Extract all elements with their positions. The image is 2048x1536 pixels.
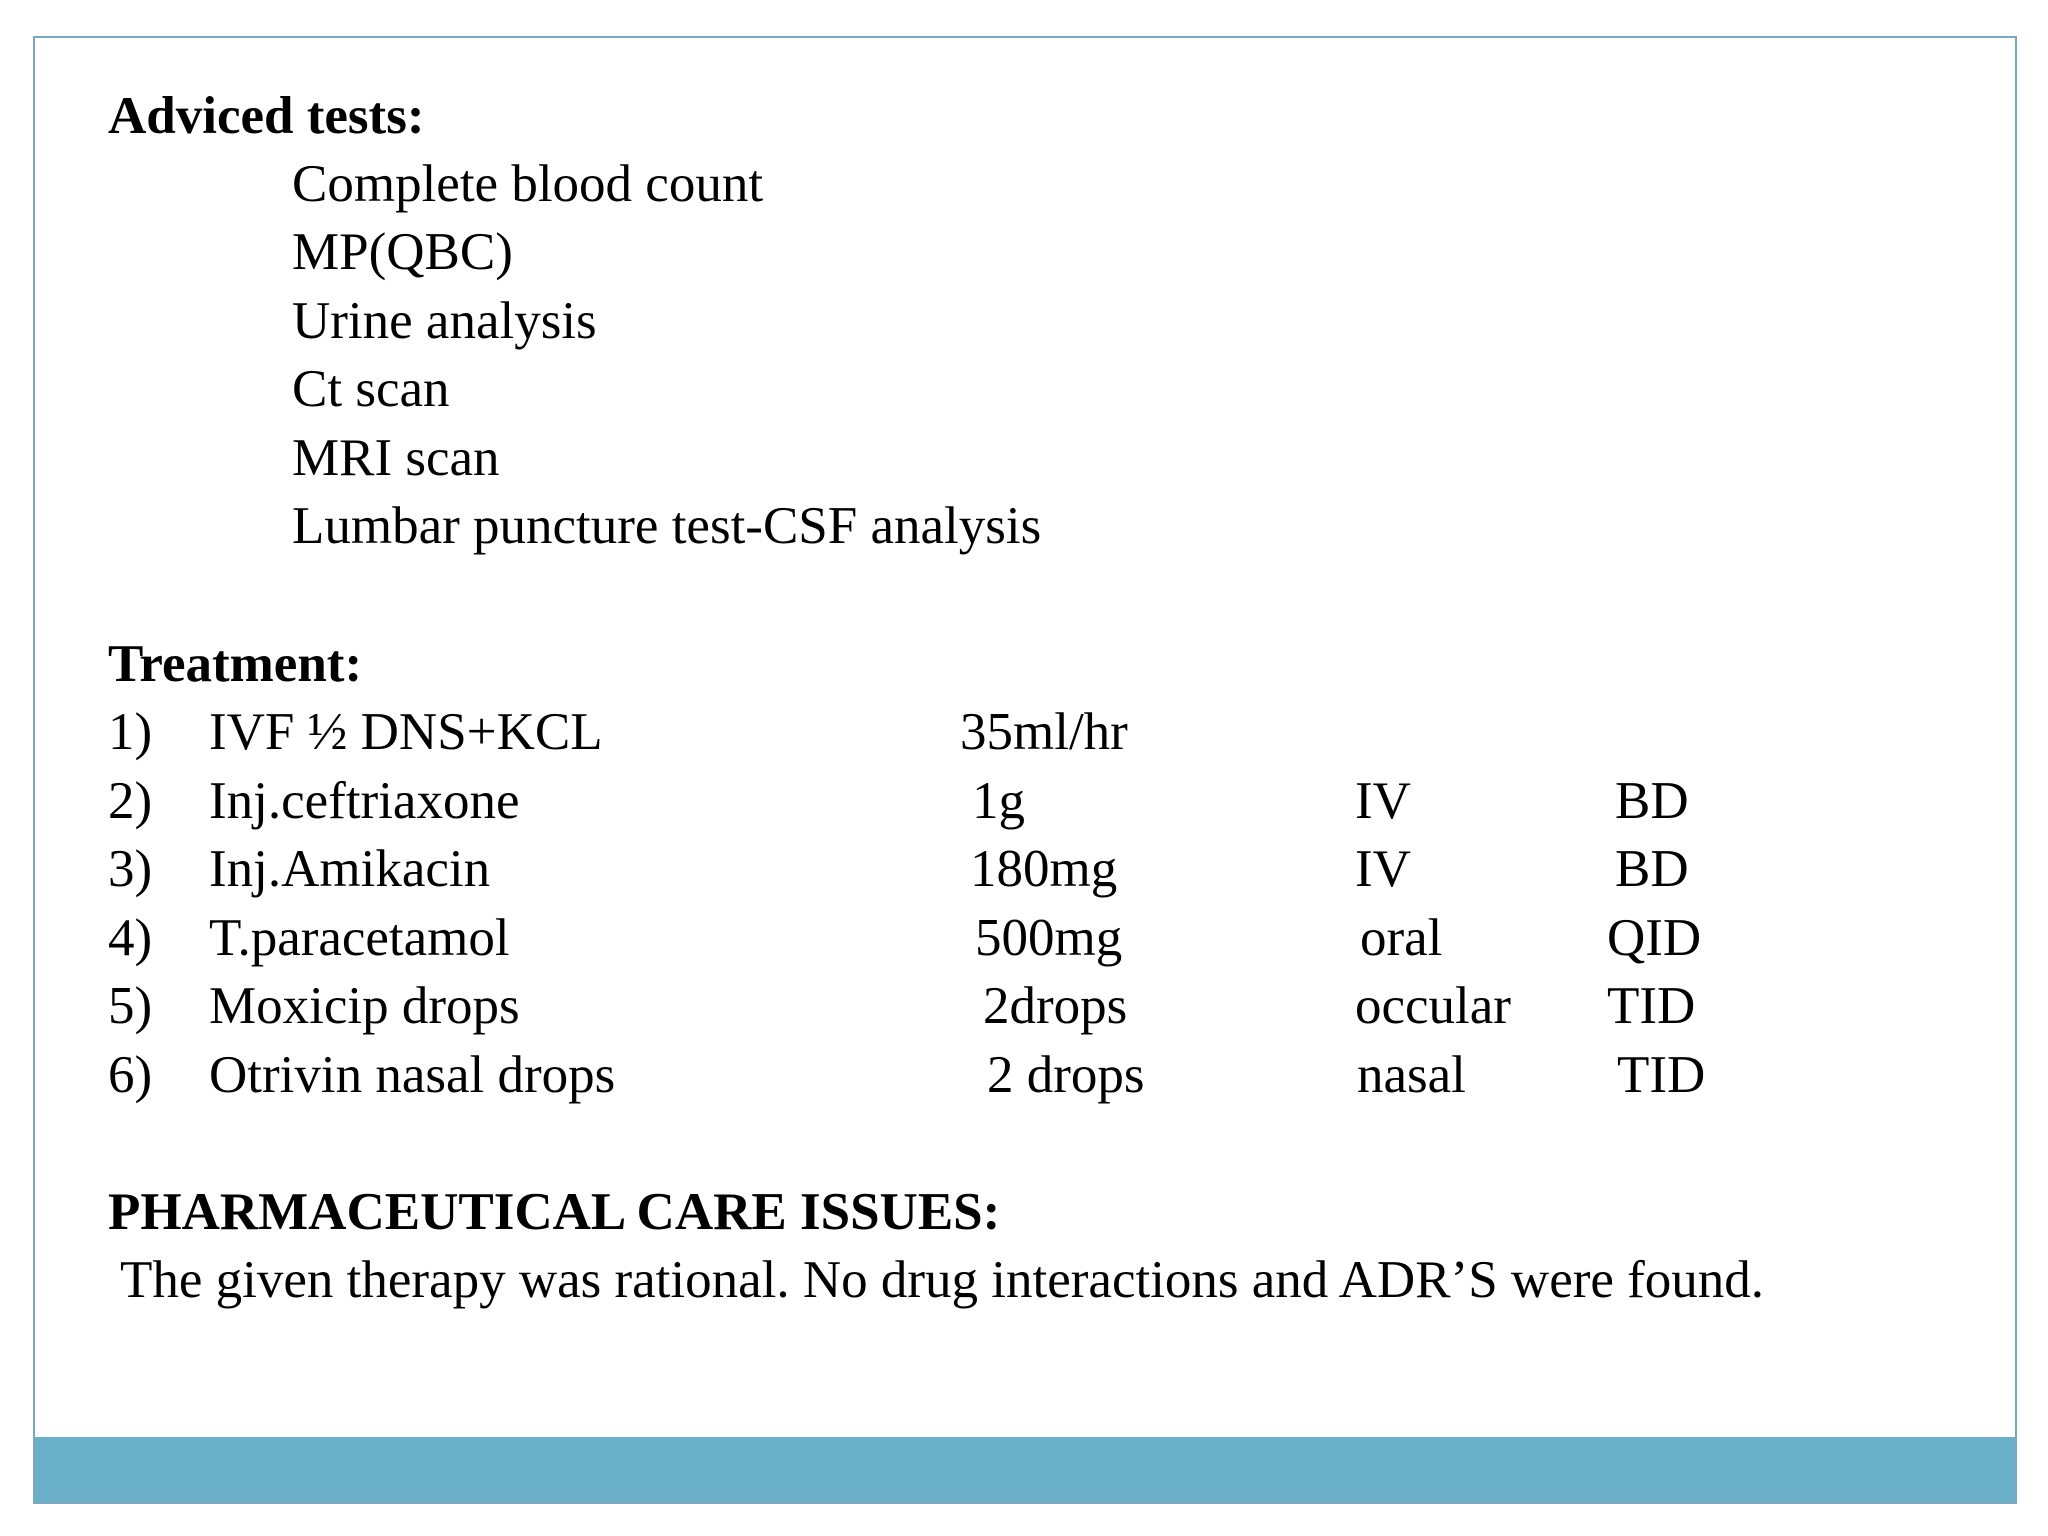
treatment-route: occular [1355, 977, 1511, 1035]
treatment-row-number: 2) [108, 772, 153, 830]
treatment-drug-name: IVF ½ DNS+KCL [209, 703, 603, 761]
pharmaceutical-care-statement: The given therapy was rational. No drug interactions and ADR’S were found. [120, 1251, 1765, 1309]
treatment-frequency: BD [1615, 772, 1689, 830]
treatment-route: nasal [1357, 1046, 1466, 1104]
footer-bar [35, 1437, 2015, 1502]
treatment-drug-name: T.paracetamol [209, 909, 510, 967]
treatment-dose: 35ml/hr [960, 703, 1128, 761]
treatment-dose: 2drops [983, 977, 1128, 1035]
treatment-row-number: 1) [108, 703, 153, 761]
test-item-mri-scan: MRI scan [292, 429, 500, 487]
treatment-row-number: 5) [108, 977, 153, 1035]
treatment-frequency: BD [1615, 840, 1689, 898]
treatment-frequency: TID [1607, 977, 1696, 1035]
treatment-route: IV [1355, 772, 1411, 830]
advised-tests-heading: Adviced tests: [108, 87, 425, 145]
treatment-drug-name: Moxicip drops [209, 977, 520, 1035]
treatment-frequency: TID [1617, 1046, 1706, 1104]
treatment-drug-name: Inj.Amikacin [209, 840, 491, 898]
test-item-lumbar-puncture: Lumbar puncture test-CSF analysis [292, 497, 1042, 555]
treatment-dose: 500mg [975, 909, 1123, 967]
treatment-dose: 1g [972, 772, 1025, 830]
treatment-route: IV [1355, 840, 1411, 898]
treatment-row-number: 6) [108, 1046, 153, 1104]
treatment-drug-name: Otrivin nasal drops [209, 1046, 616, 1104]
pharmaceutical-care-heading: PHARMACEUTICAL CARE ISSUES: [108, 1183, 1001, 1241]
test-item-urine-analysis: Urine analysis [292, 292, 597, 350]
treatment-row-number: 4) [108, 909, 153, 967]
treatment-drug-name: Inj.ceftriaxone [209, 772, 520, 830]
test-item-ct-scan: Ct scan [292, 360, 450, 418]
treatment-row-number: 3) [108, 840, 153, 898]
treatment-dose: 180mg [970, 840, 1118, 898]
test-item-complete-blood-count: Complete blood count [292, 155, 764, 213]
treatment-frequency: QID [1607, 909, 1702, 967]
test-item-mp-qbc: MP(QBC) [292, 223, 513, 281]
treatment-route: oral [1360, 909, 1443, 967]
treatment-dose: 2 drops [987, 1046, 1145, 1104]
treatment-heading: Treatment: [108, 635, 363, 693]
